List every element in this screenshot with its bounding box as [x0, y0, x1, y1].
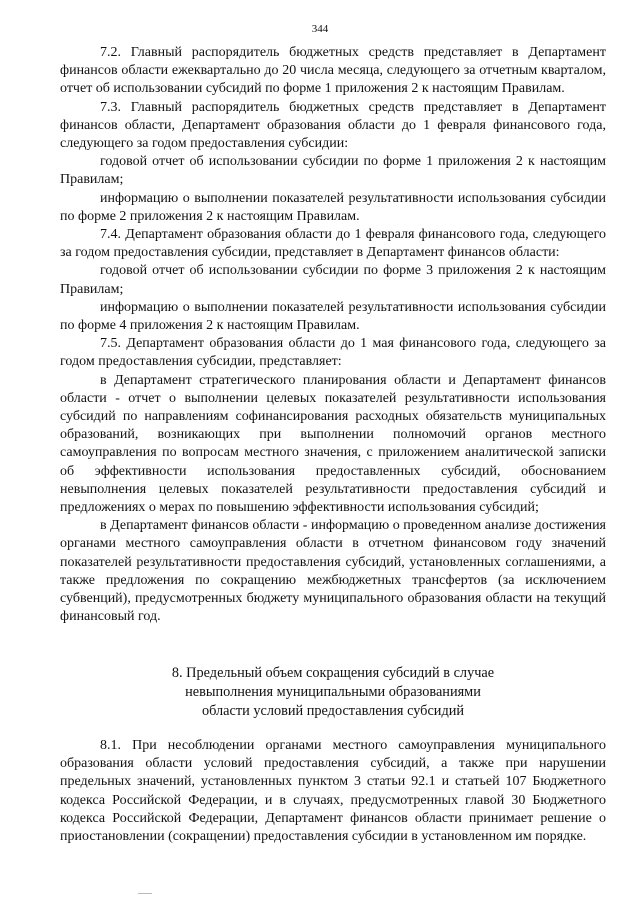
page-number: 344 [311, 23, 329, 35]
paragraph-7-5: 7.5. Департамент образования области до 1 мая финансового года, следующего за годом предоставления субсидии, представляет: [60, 336, 606, 370]
heading-line-1: 8. Предельный объем сокращения субсидий в случае [171, 665, 495, 681]
paragraph-7-3: 7.3. Главный распорядитель бюджетных средств представляет в Департамент финансов области, Департамент образования области до 1 февраля финансового года, следующего за годом предоставления субсидии: [60, 99, 606, 152]
heading-line-2: невыполнения муниципальными образованиями [185, 684, 481, 700]
section-8-text [60, 737, 606, 846]
paragraph-7-5-item-1: в Департамент стратегического планирования области и Департамент финансов области - отчет о выполнении целевых показателей результативности использования субсидий по направлениям софинансирования расходных обязательств муниципальных образований, возникающих при выполнении полномочий органов местного самоуправления по вопросам местного значения, с приложением аналитической записки об эффективности использования предоставленных субсидий, обоснованием невыполнения целевых показателей результативности предоставления субсидий и предложениях о мерах по повышению эффективности использования субсидий; [60, 372, 606, 516]
paragraph-7-5-item-2: в Департамент финансов области - информацию о проведенном анализе достижения органами местного самоуправления области в отчетном финансовом году значений показателей результативности предоставления субсидий, установленных соглашениями, а также предложения по сокращению межбюджетных трансфертов (за исключением субвенций), предусмотренных бюджету муниципального образования области на текущий финансовый год. [60, 518, 606, 625]
paragraph-7-4-item-1: годовой отчет об использовании субсидии по форме 3 приложения 2 к настоящим Правилам; [60, 263, 606, 297]
section-8-heading [60, 664, 606, 721]
scan-mark [138, 893, 152, 894]
paragraph-7-4: 7.4. Департамент образования области до 1 февраля финансового года, следующего за годом предоставления субсидии, представляет в Департамент финансов области: [60, 227, 606, 261]
section-7-text [60, 44, 606, 627]
heading-line-3: области условий предоставления субсидий [201, 703, 465, 719]
paragraph-8-1: 8.1. При несоблюдении органами местного самоуправления муниципального образования области условий предоставления субсидий, а также при нарушении предельных значений, установленных пунктом 3 статьи 92.1 и статьей 107 Бюджетного кодекса Российской Федерации, и в случаях, предусмотренных главой 30 Бюджетного кодекса Российской Федерации, Департамент финансов области принимает решение о приостановлении (сокращении) предоставления субсидии в установленном им порядке. [60, 738, 606, 845]
paragraph-7-2: 7.2. Главный распорядитель бюджетных средств представляет в Департамент финансов области ежеквартально до 20 числа месяца, следующего за отчетным кварталом, отчет об использовании субсидий по форме 1 приложения 2 к настоящим Правилам. [60, 45, 606, 97]
paragraph-7-3-item-1: годовой отчет об использовании субсидии по форме 1 приложения 2 к настоящим Правилам; [60, 154, 606, 188]
paragraph-7-3-item-2: информацию о выполнении показателей результативности использования субсидии по форме 2 приложения 2 к настоящим Правилам. [60, 190, 606, 224]
paragraph-7-4-item-2: информацию о выполнении показателей результативности использования субсидии по форме 4 приложения 2 к настоящим Правилам. [60, 299, 606, 334]
